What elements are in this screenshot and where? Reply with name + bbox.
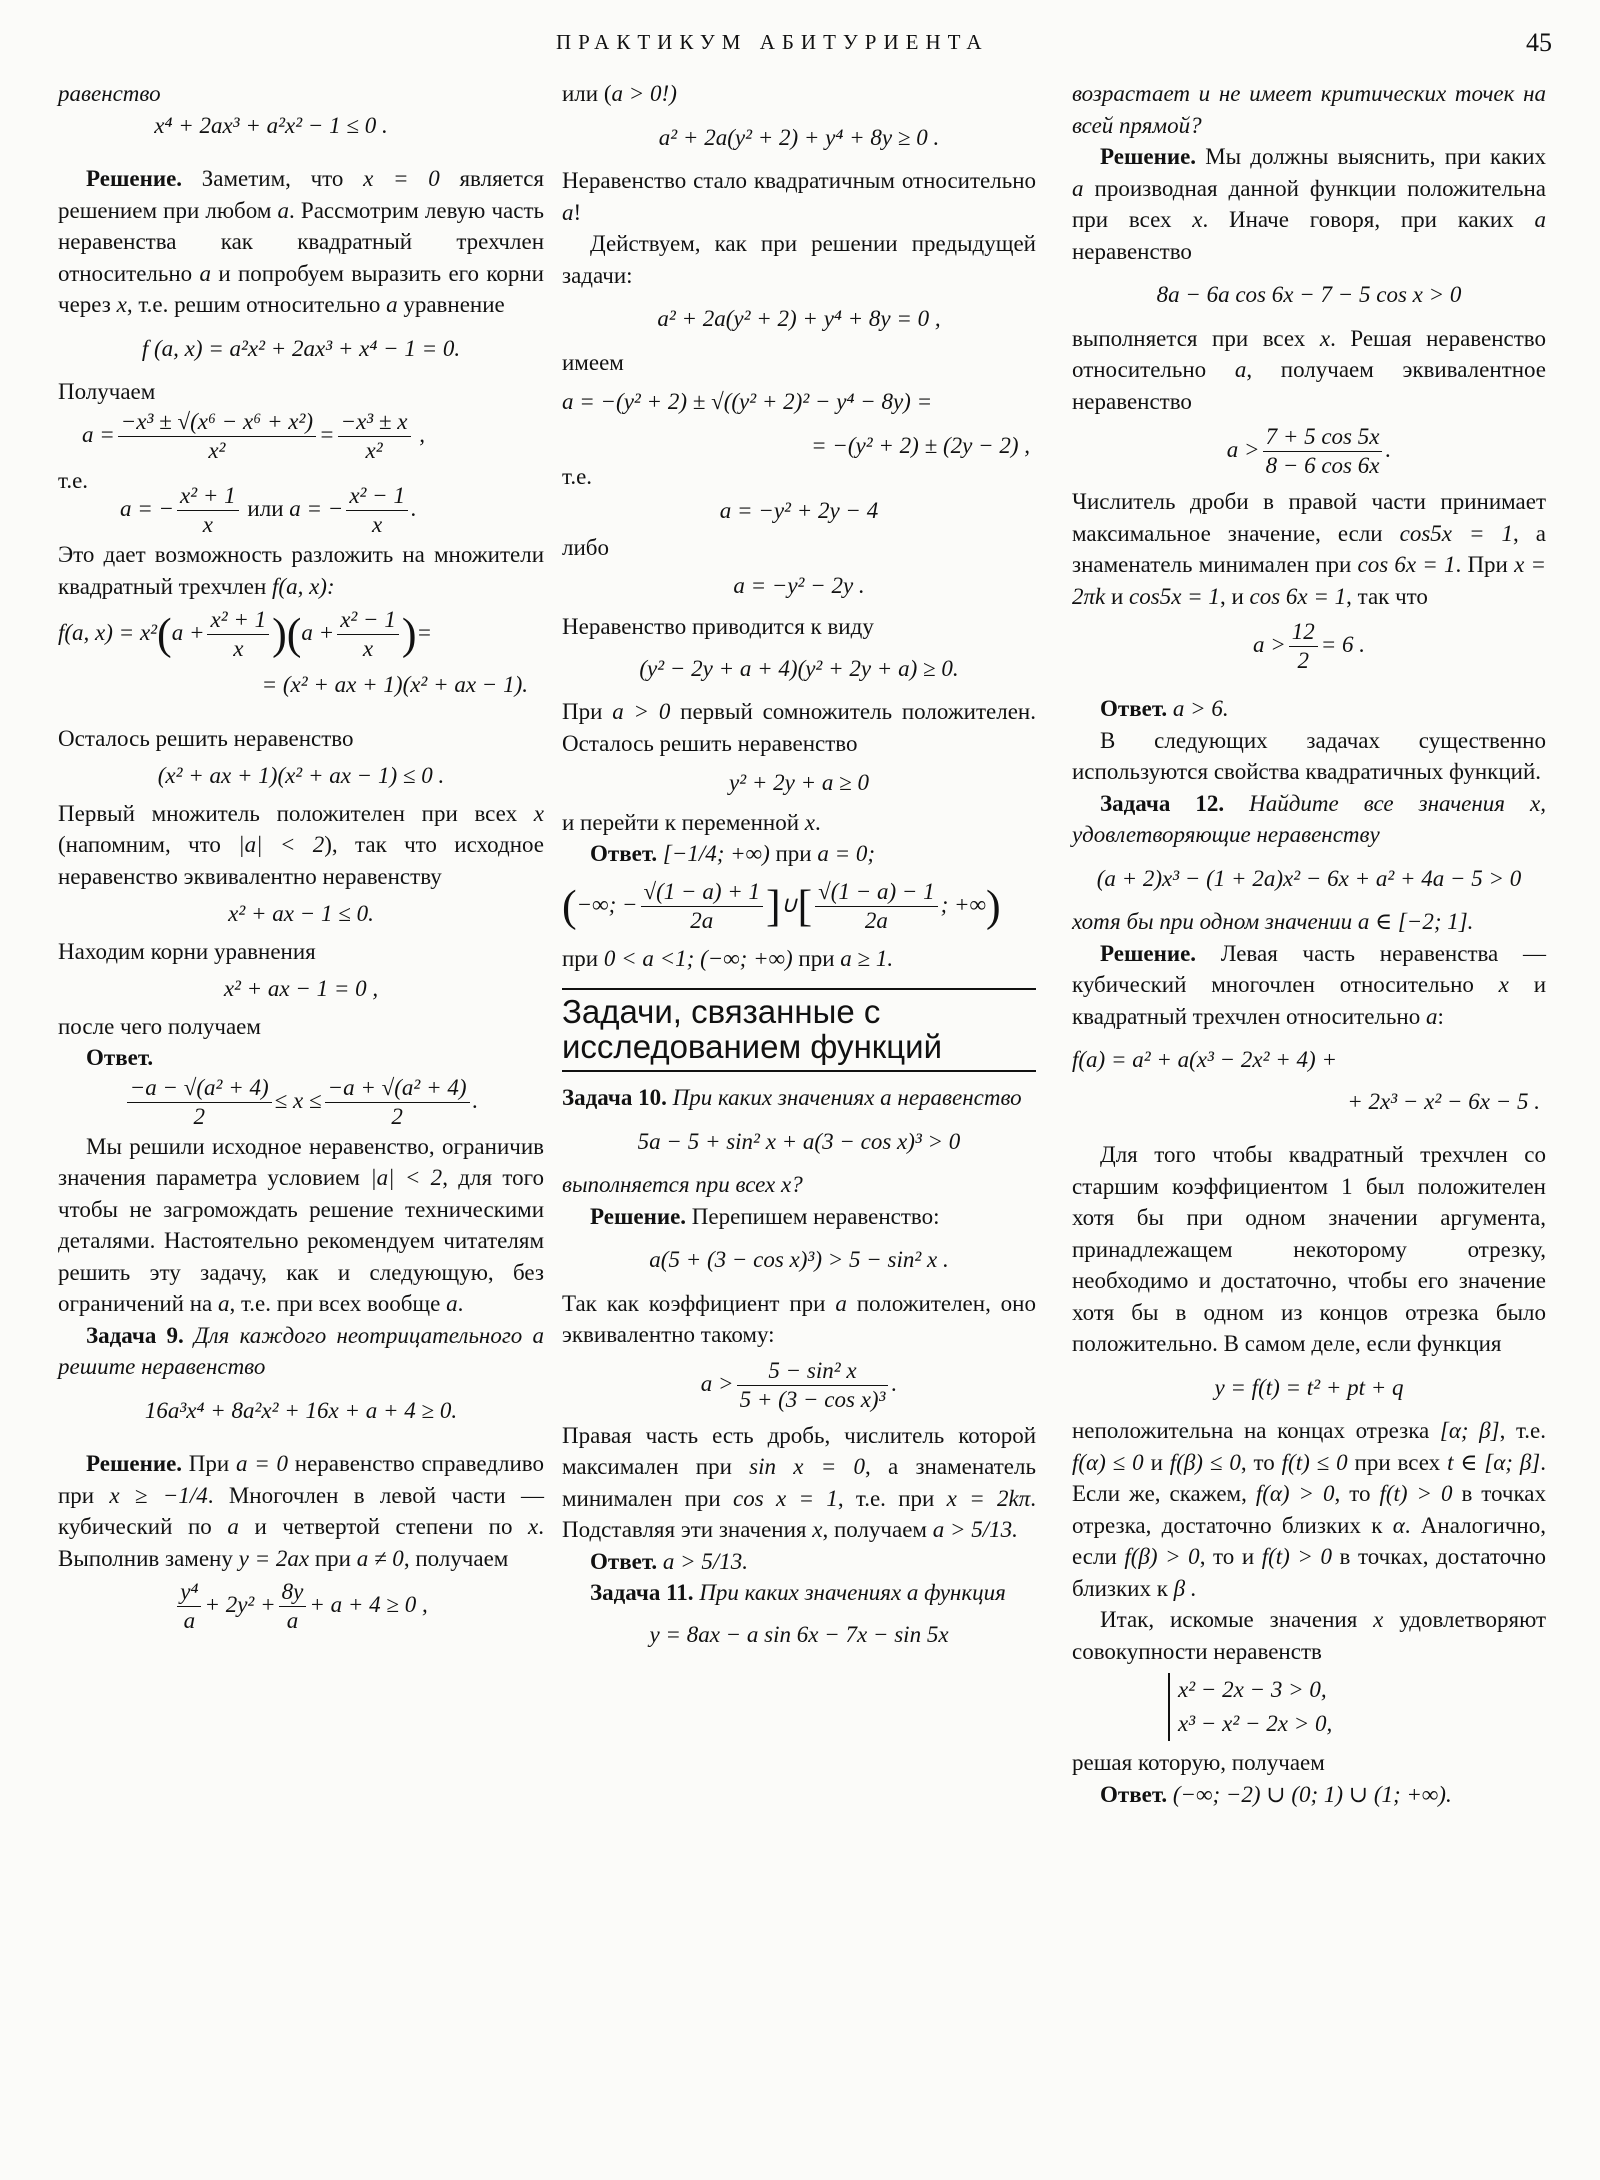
task-11-statement: При каких значениях a функция (693, 1580, 1006, 1605)
formula: |a| < 2 (370, 1165, 443, 1190)
formula-system (1072, 1673, 1546, 1741)
formula-fraction (1072, 618, 1546, 675)
denominator: 2a (864, 907, 888, 933)
text: решая которую, получаем (1072, 1750, 1325, 1775)
text: т.е. (562, 464, 593, 489)
text: т.е. (58, 467, 89, 493)
text: при (769, 841, 818, 866)
denominator: 8 − 6 cos 6x (1265, 453, 1380, 478)
numerator: −a + √(a² + 4) (325, 1074, 470, 1103)
denominator: 2 (391, 1103, 403, 1129)
formula: a > 5/13. (932, 1517, 1018, 1542)
label-solution: Решение. (1100, 144, 1197, 169)
text: При (182, 1451, 236, 1476)
formula: a > 6. (1172, 696, 1229, 721)
numerator: 5 − sin² x (737, 1357, 889, 1386)
formula-answer-interval: (−∞; − $\frac{√(1 - a) + 1}{2a}$ ]∪[ $\frac{√(1 - a) - 1}{2a}$ ; +∞) (562, 878, 1001, 933)
formula: f(a) = a² + a(x³ − 2x² + 4) + (1072, 1047, 1337, 1072)
denominator: a (286, 1608, 299, 1633)
formula: x = 0 (363, 166, 440, 191)
denominator: 5 + (3 − cos x)³ (739, 1386, 886, 1412)
text: , то и (1199, 1544, 1262, 1569)
label-task-12: Задача 12. (1100, 790, 1225, 816)
text: , т.е. при всех вообще (229, 1291, 447, 1316)
formula: f(β) ≤ 0 (1169, 1449, 1241, 1475)
label-answer: Ответ. (590, 1548, 658, 1574)
text: , т.е. при (837, 1485, 947, 1511)
formula: a(5 + (3 − cos x)³) > 5 − sin² x . (649, 1247, 949, 1272)
formula: a ∈ [−2; 1]. (1357, 909, 1474, 934)
text: , то (1240, 1449, 1282, 1475)
formula: x⁴ + 2ax³ + a²x² − 1 ≤ 0 . (154, 112, 388, 138)
formula: f(α) > 0 (1255, 1481, 1335, 1506)
formula: ∪ (780, 891, 798, 917)
task-10-statement: При каких значениях a неравенство (666, 1085, 1022, 1110)
text: Осталось решить неравенство (58, 725, 354, 751)
formula: 16a³x⁴ + 8a²x² + 16x + a + 4 ≥ 0. (144, 1397, 458, 1423)
text: выполняется при всех (1072, 325, 1320, 351)
numerator: √(1 − a) + 1 (641, 878, 763, 907)
text: и квадратный трехчлен относительно (1072, 972, 1546, 1029)
formula: x = 2πk (1072, 552, 1547, 609)
formula: a > (1226, 436, 1260, 462)
formula: x³ − x² − 2x > 0, (1178, 1711, 1333, 1736)
section-heading: Задачи, связанные с исследованием функций (562, 988, 1036, 1072)
text: В следующих задачах существенно используются свойства квадратичных функций. (1072, 727, 1546, 784)
formula: cos 6x = 1 (1357, 552, 1456, 577)
formula: x = 2kπ (946, 1485, 1031, 1511)
formula: (a + 2)x³ − (1 + 2a)x² − 6x + a² + 4a − 5 > 0 (1096, 865, 1522, 891)
text: Итак, искомые значения (1100, 1607, 1374, 1632)
text: или ( (562, 81, 612, 106)
text: Левая часть неравенства — кубический многочлен относительно (1072, 940, 1546, 997)
formula: cos 6x = 1 (1249, 583, 1347, 609)
formula: |a| < 2 (238, 832, 325, 857)
formula: a > 0 (612, 699, 671, 724)
formula: a = −(y² + 2) ± √((y² + 2)² − y⁴ − 8y) = (562, 389, 933, 414)
formula: α (1392, 1512, 1405, 1538)
text: и (1143, 1449, 1170, 1475)
formula: 8a − 6a cos 6x − 7 − 5 cos x > 0 (1156, 282, 1462, 307)
formula: a > 0!) (611, 81, 677, 106)
formula: f(a, x): (272, 573, 335, 599)
label-answer: Ответ. (86, 1045, 154, 1070)
column-3: возрастает и не имеет критических точек на всей прямой? Решение. Мы должны выяснить, при каких a производная данной функции положительна при всех x. Иначе говоря, при каких a неравенство 8a − 6a cos 6x − 7 − 5 cos x > 0 выполняется при всех x. Решая неравенство относительно a, получаем эквивалентное неравенство a > $\frac{7 + 5 \cos 5x}{8 - 6 \cos 6x}$ . Числитель дроби в правой части принимает максимальное значение, если cos5x = 1, а знаменатель минимален при cos 6x = 1. При x = 2πk и cos5x = 1, и cos 6x = 1, так что a > $\frac{12}{2}$ = 6 . Ответ. a > 6. В следующих задачах существенно используются свойства квадратичных функций. Задача 12. Найдите все значения x, удовлетворяющие неравенству (a + 2)x³ − (1 + 2a)x² − 6x + a² + 4a − 5 > 0 хотя бы при одном значении a ∈ [−2; 1]. Решение. Левая часть неравенства — кубический многочлен относительно x и квадратный трехчлен относительно a: f(a) = a² + a(x³ − 2x² + 4) + + 2x³ − x² − 6x − 5 . Для того чтобы квадратный трехчлен со старшим коэффициентом 1 был положителен хотя бы при одном значении аргумента, принадлежащем некоторому отрезку, необходимо и достаточно, чтобы его значение хотя бы в одном из концов отрезка было положительно. В самом деле, если функция y = f(t) = t² + pt + q неположительна на концах отрезка [α; β], т.е. f(α) ≤ 0 и f(β) ≤ 0, то f(t) ≤ 0 при всех t ∈ [α; β]. Если же, скажем, f(α) > 0, то f(t) > 0 в точках отрезка, достаточно близких к α. Аналогично, если f(β) > 0, то и f(t) > 0 в точках, достаточно близких к β . Итак, искомые значения x удовлетворяют совокупности неравенств x² − 2x − 3 > 0, x³ − x² − 2x > 0, решая которую, получаем Ответ. (−∞; −2) ∪ (0; 1) ∪ (1; +∞). (1072, 81, 1547, 1807)
formula: f(t) > 0 (1379, 1481, 1453, 1506)
denominator: x (362, 636, 374, 661)
text: , получаем (822, 1517, 933, 1542)
formula: x ≥ −1/4 (109, 1482, 208, 1508)
text: Это дает возможность разложить на множители квадратный трехчлен (58, 542, 544, 599)
formula: cos x = 1 (733, 1485, 838, 1511)
denominator: x (372, 512, 383, 537)
formula: a + (171, 619, 205, 645)
text: первый сомножитель положителен. Осталось решить неравенство (562, 699, 1036, 756)
formula: a² + 2a(y² + 2) + y⁴ + 8y ≥ 0 . (658, 124, 940, 150)
numerator: x² − 1 (337, 606, 399, 635)
formula: ≤ x ≤ (274, 1087, 322, 1113)
formula-fraction: a > $\frac{7 + 5 \cos 5x}{8 - 6 \cos 6x}$ . (1226, 424, 1392, 478)
text: при (562, 945, 604, 971)
formula: (x² + ax + 1)(x² + ax − 1) ≤ 0 . (157, 763, 445, 788)
formula: 5a − 5 + sin² x + a(3 − cos x)³ > 0 (637, 1128, 961, 1154)
formula: f(t) > 0 (1261, 1544, 1332, 1569)
formula-fraction: a > $\frac{\text{5 − sin² x}}{\text{5 + (3 − cos x)³}}$ . (700, 1357, 898, 1412)
text: , так что (1346, 583, 1428, 609)
formula-substituted (58, 1578, 544, 1635)
formula: a > (700, 1370, 734, 1396)
text: , а знаменатель минимален при (562, 1454, 1036, 1511)
formula: a = −y² − 2y . (733, 572, 865, 598)
label-solution: Решение. (590, 1203, 687, 1229)
text: (напомним, что (58, 832, 239, 857)
text: . Рассмотрим левую часть неравенства как квадратный трехчлен относительно (58, 197, 544, 286)
formula: x² − 2x − 3 > 0, (1178, 1677, 1327, 1702)
label-task-11: Задача 11. (590, 1580, 694, 1605)
label-answer: Ответ. (590, 841, 658, 866)
formula: y = f(t) = t² + pt + q (1214, 1374, 1404, 1400)
numerator: x² − 1 (346, 482, 408, 511)
text: имеем (562, 349, 624, 375)
text: неравенство (1072, 238, 1192, 264)
task-12-statement: Найдите все значения x, удовлетворяющие неравенству (1072, 790, 1546, 847)
formula-roots-2: a = − $\frac{\text{x² + 1}}{x}$ или a = − $\frac{\text{x² − 1}}{x}$ . (120, 483, 417, 537)
formula: y² + 2y + a ≥ 0 (729, 770, 869, 795)
formula: (−∞; +∞) (700, 945, 793, 971)
text: в точках отрезка, достаточно близких к (1072, 1481, 1547, 1538)
column-1: равенство x⁴ + 2ax³ + a²x² − 1 ≤ 0 . Решение. Заметим, что x = 0 является решением при любом a. Рассмотрим левую часть неравенства как квадратный трехчлен относительно a и попробуем выразить его корни через x, т.е. решим относительно a уравнение f (a, x) = a²x² + 2ax³ + x⁴ − 1 = 0. Получаем a = $\frac{\text{−x³ ± √(x⁶ − x⁶ + x²)}}{\text{x²}}$ = $\frac{\text{−x³ ± x}}{\text{x²}}$ , т.е. a = − $\frac{\text{x² + 1}}{x}$ или a = − $\frac{\text{x² − 1}}{x}$ . Это дает возможность разложить на множители квадратный трехчлен f(a, x): f(a, x) = x²(a + $\frac{\text{x² + 1}}{x}$ )(a + $\frac{\text{x² − 1}}{x}$ )= = (x² + ax + 1)(x² + ax − 1). Осталось решить неравенство (x² + ax + 1)(x² + ax − 1) ≤ 0 . Первый множитель положителен при всех x (напомним, что |a| < 2), так что исходное неравенство эквивалентно неравенству x² + ax − 1 ≤ 0. Находим корни уравнения x² + ax − 1 = 0 , после чего получаем Ответ. $\frac{\text{−a − √(a² + 4)}}{2}$ ≤ x ≤ $\frac{\text{−a + √(a² + 4)}}{2}$ . Мы решили исходное неравенство, ограничив значения параметра условием |a| < 2, для того чтобы не загромождать решение техническими деталями. Настоятельно рекомендуем читателям решить эту задачу, как и следующую, без ограничений на a, т.е. при всех вообще a. Задача 9. Для каждого неотрицательного a решите неравенство 16a³x⁴ + 8a²x² + 16x + a + 4 ≥ 0. Решение. При a = 0 неравенство справедливо при x ≥ −1/4. Многочлен в левой части — кубический по a и четвертой степени по x. Выполнив замену y = 2ax при a ≠ 0, получаем $\frac{\text{y⁴}}{a}$ + 2y² + $\frac{8y}{a}$ + a + 4 ≥ 0 , (58, 81, 545, 1633)
formula: t ∈ [α; β] (1447, 1449, 1541, 1475)
text: Перепишем неравенство: (686, 1203, 940, 1229)
formula: x² + ax − 1 ≤ 0. (228, 901, 374, 926)
formula: y = 2ax (238, 1545, 310, 1571)
formula: cos5x = 1 (1399, 520, 1514, 546)
denominator: a (183, 1608, 196, 1633)
text: и перейти к переменной (562, 809, 805, 835)
denominator: x (202, 512, 213, 537)
text: . При (1455, 552, 1515, 577)
text: Заметим, что (182, 166, 364, 191)
text: , т.е. (1499, 1418, 1547, 1443)
denominator: x² (365, 437, 383, 463)
formula: f(t) ≤ 0 (1281, 1449, 1348, 1475)
formula: a = 0 (235, 1451, 289, 1476)
text: , т.е. решим относительно (126, 292, 387, 317)
formula: ; +∞ (940, 891, 986, 917)
text: , а знаменатель минимален при (1072, 520, 1546, 577)
text: . Подставляя эти значения (562, 1485, 1036, 1542)
formula: x (812, 1517, 823, 1542)
formula: a² + 2a(y² + 2) + y⁴ + 8y = 0 , (657, 306, 941, 331)
formula: a = − (120, 495, 175, 521)
text: . Если же, скажем, (1072, 1449, 1546, 1506)
text: при (309, 1545, 357, 1571)
text: Действуем, как при решении предыдущей задачи: (562, 231, 1036, 288)
numerator: x² + 1 (177, 482, 239, 511)
text: хотя бы при одном значении (1072, 909, 1358, 934)
text: , то (1334, 1481, 1380, 1506)
text: . Решая неравенство относительно (1072, 325, 1546, 382)
text: в точках, достаточно близких к (1072, 1544, 1546, 1601)
text: Для того чтобы квадратный трехчлен со старшим коэффициентом 1 был положителен хотя бы при одном значении аргумента, принадлежащем некоторому отрезку, необходимо и достаточно, чтобы его значение хотя бы в одном из концов отрезка было положительно. В самом деле, если функция (1072, 1142, 1546, 1356)
formula: a > 5/13. (662, 1548, 749, 1574)
formula: f(α) ≤ 0 (1072, 1449, 1144, 1475)
text: Первый множитель положителен при всех (58, 800, 534, 826)
text: или (247, 495, 284, 521)
text: Мы решили исходное неравенство, ограничив значения параметра условием (58, 1133, 544, 1190)
text: выполняется при всех x? (562, 1172, 803, 1197)
label-solution: Решение. (1100, 940, 1197, 966)
formula: (y² − 2y + a + 4)(y² + 2y + a) ≥ 0. (639, 655, 959, 681)
text: , и (1219, 583, 1250, 609)
formula: a ≠ 0 (356, 1545, 404, 1571)
text: является решением при любом (58, 166, 544, 223)
text: неравенство справедливо при (58, 1451, 544, 1508)
text: и четвертой степени по (238, 1514, 529, 1539)
label-task-10: Задача 10. (562, 1085, 667, 1110)
formula: β . (1173, 1575, 1197, 1601)
formula: y = 8ax − a sin 6x − 7x − sin 5x (649, 1621, 949, 1647)
text: ), так что исходное неравенство эквивалентно неравенству (58, 832, 544, 889)
formula: + 2y² + (204, 1591, 276, 1617)
text: уравнение (397, 292, 505, 317)
formula: a ≥ 1. (840, 945, 894, 971)
formula: x² + ax − 1 = 0 , (223, 976, 379, 1001)
formula: a + (301, 619, 335, 645)
label-answer: Ответ. (1100, 696, 1168, 721)
formula: −∞; − (576, 891, 638, 917)
denominator: 2a (690, 907, 714, 933)
label-solution: Решение. (86, 1451, 183, 1476)
denominator: x² (208, 437, 226, 463)
numerator: −x³ ± x (338, 408, 411, 437)
formula: a = −y² + 2y − 4 (719, 497, 879, 523)
label-task-9: Задача 9. (86, 1322, 184, 1348)
text: Получаем (58, 379, 156, 404)
text: и попробуем выразить его корни через (58, 260, 544, 317)
text: и (1105, 583, 1130, 609)
formula: a = − (289, 495, 344, 521)
formula: f(β) > 0 (1124, 1544, 1200, 1569)
numerator: √(1 − a) − 1 (815, 878, 937, 907)
numerator: 12 (1289, 618, 1318, 647)
text: Правая часть есть дробь, числитель которой максимален при (562, 1422, 1036, 1479)
formula: = (416, 619, 433, 645)
text: . Выполнив замену (58, 1514, 545, 1571)
formula: (−∞; −2) ∪ (0; 1) ∪ (1; +∞). (1172, 1781, 1452, 1807)
formula: 0 < a <1; (603, 945, 695, 971)
text: Неравенство приводится к виду (562, 614, 874, 639)
text: При (562, 699, 613, 724)
text: , получаем эквивалентное неравенство (1072, 357, 1546, 414)
column-2: или (a > 0!) a² + 2a(y² + 2) + y⁴ + 8y ≥ 0 . Неравенство стало квадратичным относительно a! Действуем, как при решении предыдущей задачи: a² + 2a(y² + 2) + y⁴ + 8y = 0 , имеем a = −(y² + 2) ± √((y² + 2)² − y⁴ − 8y) = = −(y² + 2) ± (2y − 2) , т.е. a = −y² + 2y − 4 либо a = −y² − 2y . Неравенство приводится к виду (y² − 2y + a + 4)(y² + 2y + a) ≥ 0. При a > 0 первый сомножитель положителен. Осталось решить неравенство y² + 2y + a ≥ 0 и перейти к переменной x. Ответ. [−1/4; +∞) при a = 0; (−∞; − $\frac{√(1 - a) + 1}{2a}$ ]∪[ $\frac{√(1 - a) - 1}{2a}$ ; +∞) при 0 < a <1; (−∞; +∞) при a ≥ 1. Задачи, связанные с исследованием функций Задача 10. При каких значениях a неравенство 5a − 5 + sin² x + a(3 − cos x)³ > 0 выполняется при всех x? Решение. Перепишем неравенство: a(5 + (3 − cos x)³) > 5 − sin² x . Так как коэффициент при a положителен, оно эквивалентно такому: a > $\frac{\text{5 − sin² x}}{\text{5 + (3 − cos x)³}}$ . Правая часть есть дробь, числитель которой максимален при sin x = 0, а знаменатель минимален при cos x = 1, т.е. при x = 2kπ. Подставляя эти значения x, получаем a > 5/13. Ответ. a > 5/13. Задача 11. При каких значениях a функция y = 8ax − a sin 6x − 7x − sin 5x (562, 78, 1036, 1650)
formula: = (x² + ax + 1)(x² + ax − 1). (261, 672, 528, 697)
formula: a = (82, 421, 115, 447)
text: Находим корни уравнения (58, 938, 316, 964)
formula: f(a, x) = x² (58, 619, 158, 645)
formula-answer: $\frac{\text{−a − √(a² + 4)}}{2}$ ≤ x ≤ $\frac{\text{−a + √(a² + 4)}}{2}$ . (58, 1074, 544, 1131)
numerator: −a − √(a² + 4) (127, 1074, 272, 1103)
formula: sin x = 0 (749, 1454, 865, 1479)
denominator: 2 (1297, 648, 1309, 673)
text: Неравенство стало квадратичным относительно (562, 168, 1036, 193)
numerator: 8y (279, 1578, 307, 1607)
task-9-statement: Для каждого неотрицательного a решите неравенство (58, 1322, 545, 1379)
numerator: 7 + 5 cos 5x (1263, 423, 1383, 452)
numerator: y⁴ (177, 1578, 201, 1607)
text: равенство (58, 81, 161, 106)
text: после чего получаем (58, 1013, 261, 1039)
formula: a = 0; (817, 841, 876, 866)
formula-roots: a = $\frac{\text{−x³ ± √(x⁶ − x⁶ + x²)}}{\text{x²}}$ = $\frac{\text{−x³ ± x}}{\text{x²}}$ , (82, 408, 426, 463)
text: либо (562, 535, 609, 560)
text: , для того чтобы не загромождать решение техническими деталями. Настоятельно рекомендуем читателям решить эту задачу, как и следующую, без ограничений на (58, 1165, 544, 1316)
text: неположительна на концах отрезка (1072, 1418, 1440, 1443)
text: . Многочлен в левой части — кубический по (58, 1482, 544, 1539)
numerator: −x³ ± √(x⁶ − x⁶ + x²) (118, 408, 316, 437)
label-answer: Ответ. (1100, 1781, 1168, 1807)
text: производная данной функции положительна при всех (1072, 175, 1546, 232)
text: . Иначе говоря, при каких (1202, 207, 1535, 232)
formula-factor: f(a, x) = x²(a + $\frac{\text{x² + 1}}{x}$ )(a + $\frac{\text{x² − 1}}{x}$ )= (58, 607, 433, 661)
running-title: ПРАКТИКУМ АБИТУРИЕНТА (556, 30, 989, 54)
formula: + 2x³ − x² − 6x − 5 . (1347, 1088, 1540, 1114)
denominator: x (233, 636, 244, 661)
formula: a > (1252, 631, 1286, 657)
formula: [−1/4; +∞) (662, 841, 770, 866)
text: Так как коэффициент при (562, 1290, 836, 1316)
formula: = −(y² + 2) ± (2y − 2) , (811, 432, 1030, 458)
denominator: 2 (193, 1103, 205, 1129)
text: Мы должны выяснить, при каких (1196, 144, 1546, 169)
formula: [α; β] (1439, 1418, 1500, 1443)
page-number: 45 (1526, 28, 1552, 57)
text: удовлетворяют совокупности неравенств (1072, 1607, 1547, 1664)
label-solution: Решение. (86, 166, 183, 191)
text: при всех (1347, 1449, 1448, 1475)
formula: + a + 4 ≥ 0 , (309, 1591, 428, 1617)
formula: cos5x = 1 (1129, 583, 1220, 609)
text: при (792, 945, 841, 971)
text: возрастает и не имеет критических точек на всей прямой? (1072, 81, 1546, 138)
text: , получаем (403, 1545, 509, 1571)
numerator: x² + 1 (207, 606, 269, 635)
formula: = 6 . (1320, 631, 1366, 657)
formula: f (a, x) = a²x² + 2ax³ + x⁴ − 1 = 0. (141, 335, 461, 361)
text: положителен, оно эквивалентно такому: (562, 1290, 1036, 1347)
text: . Аналогично, если (1072, 1512, 1546, 1569)
text: Числитель дроби в правой части принимает максимальное значение, если (1072, 489, 1546, 546)
